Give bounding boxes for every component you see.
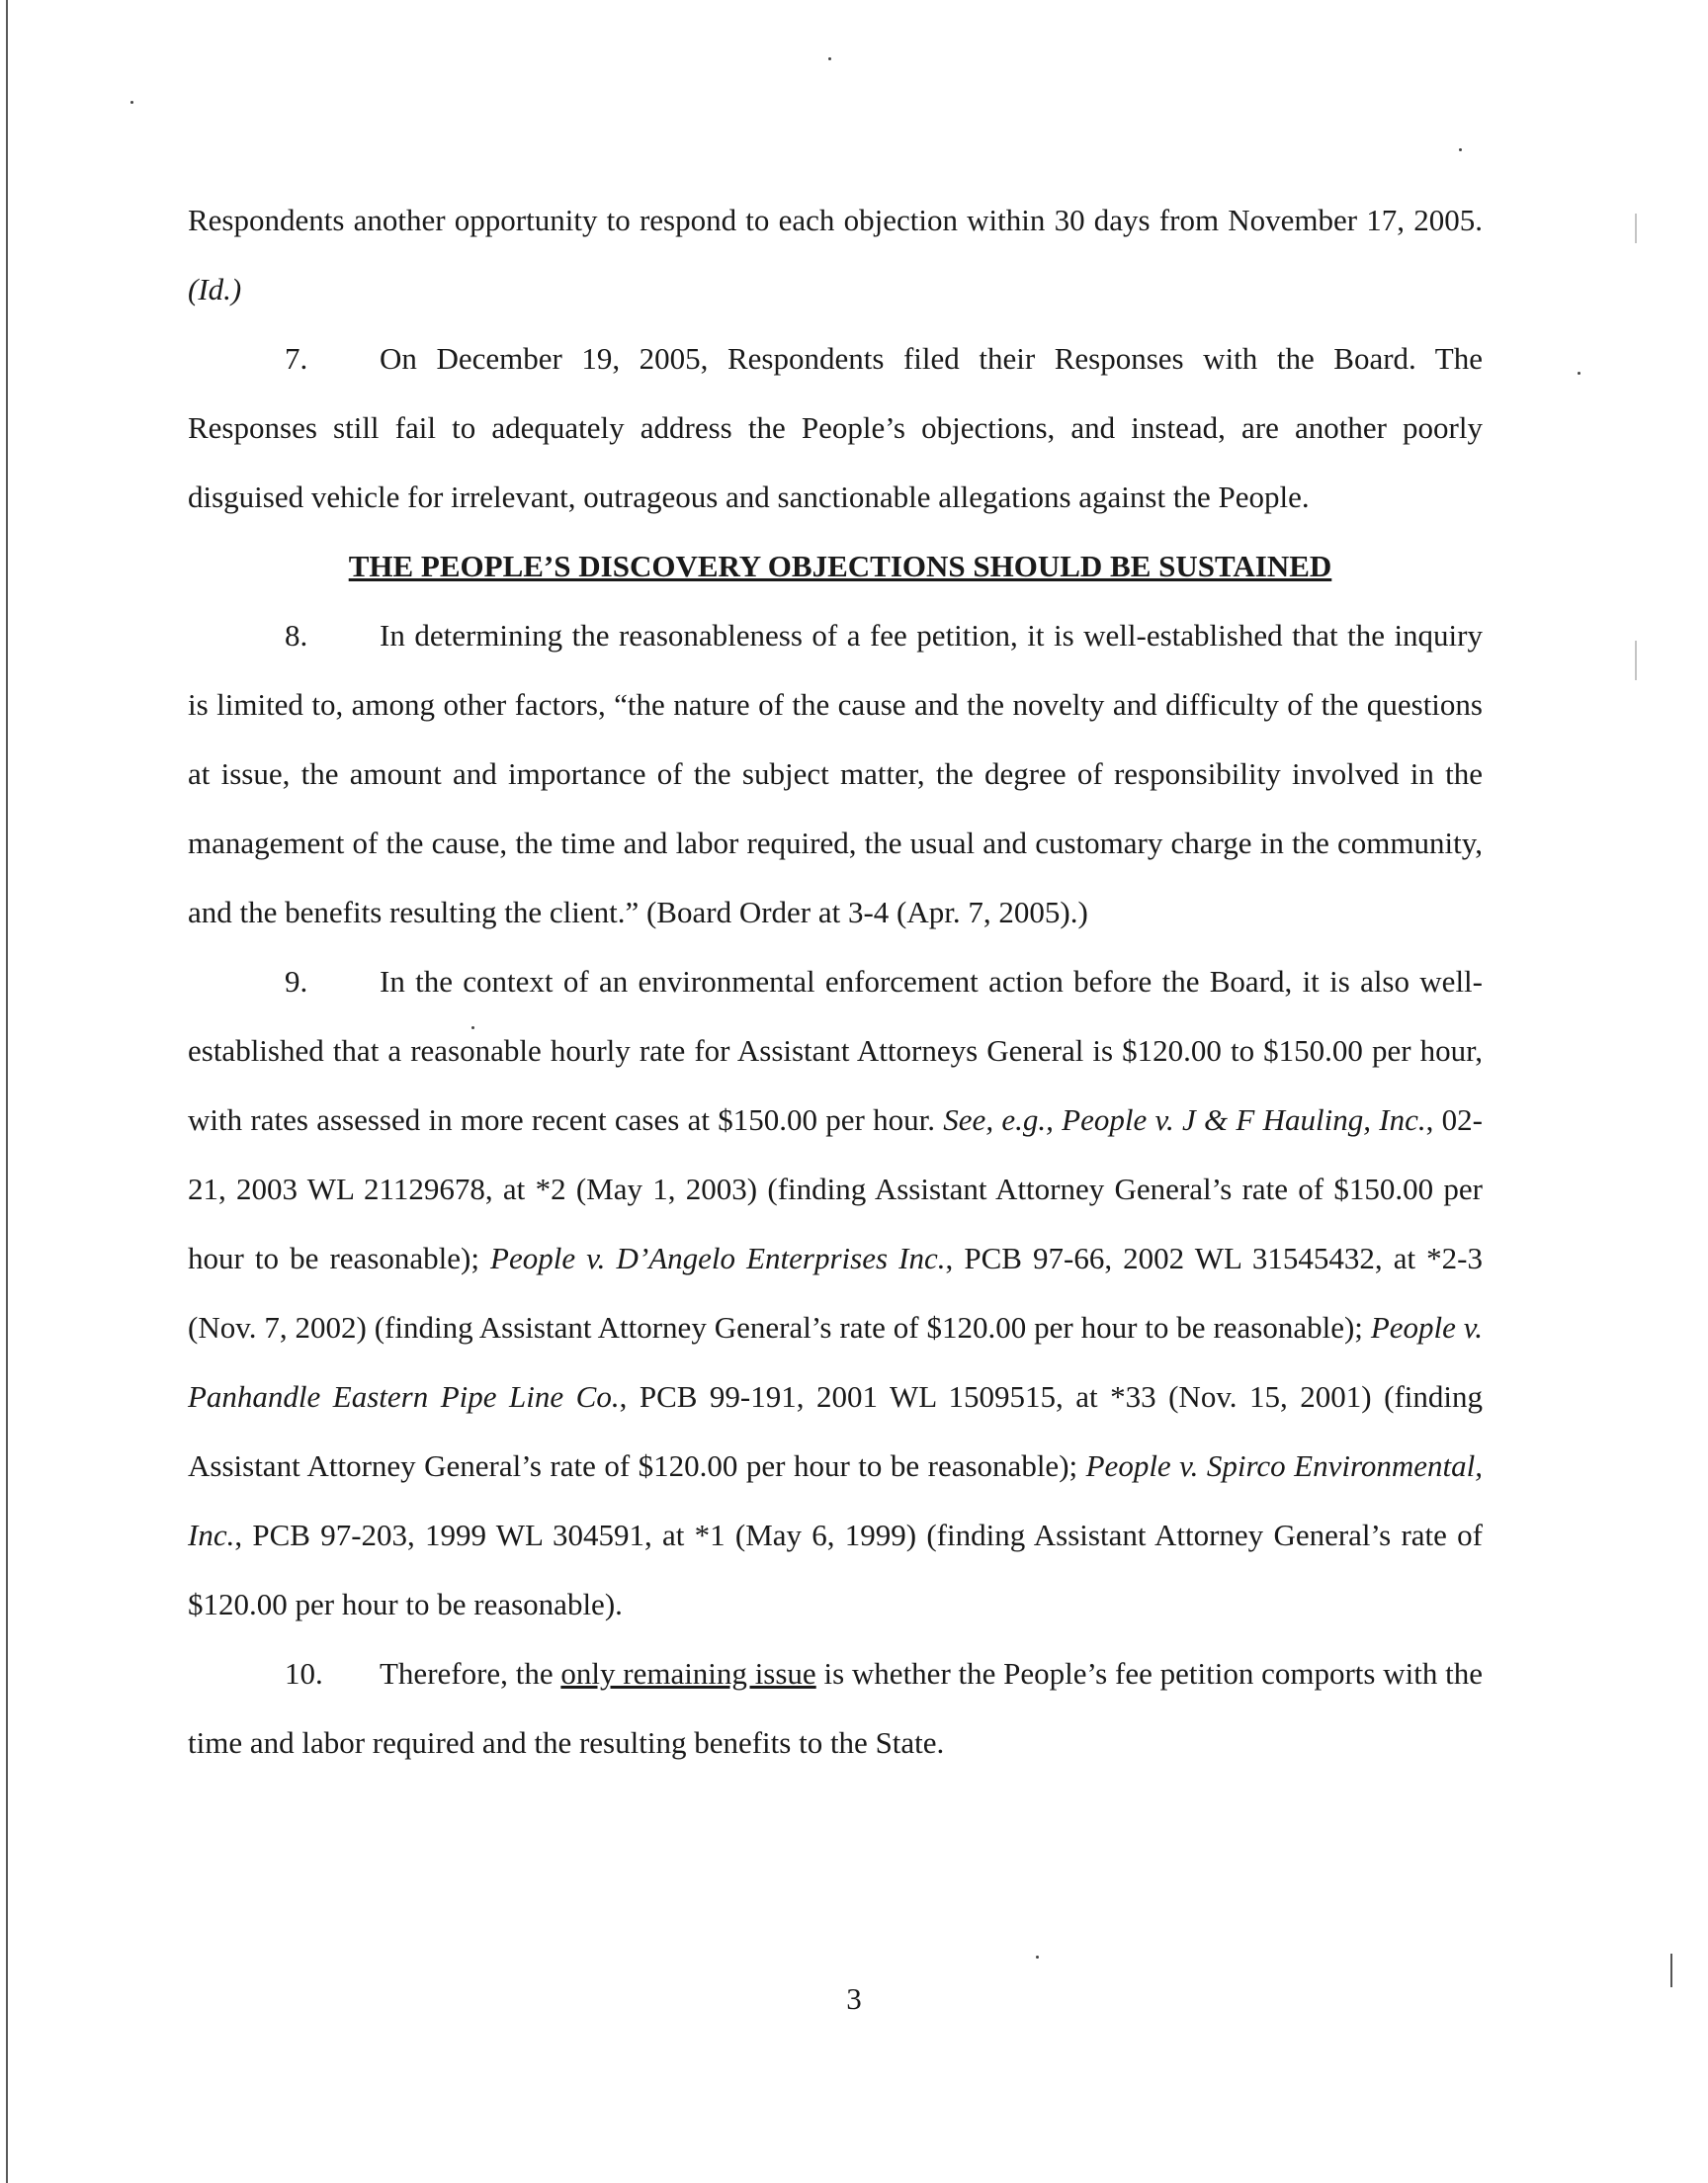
- text-run: only remaining issue: [560, 1656, 816, 1691]
- para-10: [188, 1639, 1483, 1778]
- text-run: , PCB 99-191, 2001 WL 1509515, at *33 (Nov. 15, 2001) (finding Assistant Attorney General’s rate of $120.00 per hour to be reasonable);: [188, 1379, 1483, 1483]
- text-run: People v. Spirco Environmental, Inc.: [188, 1448, 1484, 1552]
- text-run: Respondents another opportunity to respond to each objection within 30 days from November 17, 2005.: [188, 203, 1483, 237]
- text-run: (Id.): [188, 272, 242, 306]
- scan-mark: [1635, 641, 1637, 680]
- para-7-number: 7.: [285, 341, 308, 376]
- text-run: In determining the reasonableness of a fee petition, it is well-established that the inquiry is limited to, among other factors, “the nature of the cause and the novelty and difficulty of the questions at issue, the amount and importance of the subject matter, the degree of responsibility involved in the management of the cause, the time and labor required, the usual and customary charge in the community, and the benefits resulting the client.” (Board Order at 3-4 (Apr. 7, 2005).): [188, 618, 1483, 929]
- para-9: [188, 947, 1483, 1639]
- scan-speck: [1578, 372, 1580, 375]
- para-7-text: [188, 341, 1483, 514]
- para-7: [188, 324, 1483, 532]
- para-8: [188, 601, 1483, 947]
- text-run: , 02-21, 2003 WL 21129678, at *2 (May 1, 2003) (finding Assistant Attorney General’s rate of $150.00 per hour to be reasonable);: [188, 1102, 1483, 1275]
- text-run: is whether the People’s fee petition comports with the time and labor required and the resulting benefits to the State.: [188, 1656, 1483, 1760]
- page-number: 3: [846, 1981, 862, 2016]
- para-9-text: [188, 964, 1483, 1621]
- scan-speck: [1036, 1956, 1039, 1959]
- para-continued: [188, 186, 1483, 324]
- para-8-number: 8.: [285, 618, 308, 653]
- scan-speck: [828, 57, 831, 60]
- text-run: , PCB 97-66, 2002 WL 31545432, at *2-3 (Nov. 7, 2002) (finding Assistant Attorney General’s rate of $120.00 per hour to be reasonable);: [188, 1241, 1483, 1345]
- para-8-text: [188, 618, 1483, 929]
- text-run: Therefore, the: [380, 1656, 561, 1691]
- scan-mark: [1635, 214, 1637, 243]
- scan-speck: [130, 101, 133, 104]
- text-run: , PCB 97-203, 1999 WL 304591, at *1 (May 6, 1999) (finding Assistant Attorney General’s rate of $120.00 per hour to be reasonable).: [188, 1518, 1483, 1621]
- text-run: People v. Panhandle Eastern Pipe Line Co.: [188, 1310, 1483, 1414]
- para-10-text: [188, 1656, 1483, 1760]
- para-9-number: 9.: [285, 964, 308, 999]
- body-text: [188, 186, 1483, 1778]
- text-run: On December 19, 2005, Respondents filed their Responses with the Board. The Responses still fail to adequately address the People’s objections, and instead, are another poorly disguised vehicle for irrelevant, outrageous and sanctionable allegations against the People.: [188, 341, 1483, 514]
- text-run: In the context of an environmental enforcement action before the Board, it is also well-established that a reasonable hourly rate for Assistant Attorneys General is $120.00 to $150.00 per hour, with rates assessed in more recent cases at $150.00 per hour.: [188, 964, 1483, 1137]
- section-heading: THE PEOPLE’S DISCOVERY OBJECTIONS SHOULD BE SUSTAINED: [348, 549, 1332, 583]
- text-run: See, e.g., People v. J & F Hauling, Inc.: [943, 1102, 1426, 1137]
- scan-speck: [1459, 148, 1462, 151]
- scan-left-edge: [6, 0, 8, 2183]
- text-run: People v. D’Angelo Enterprises Inc.: [490, 1241, 946, 1275]
- para-10-number: 10.: [285, 1656, 323, 1691]
